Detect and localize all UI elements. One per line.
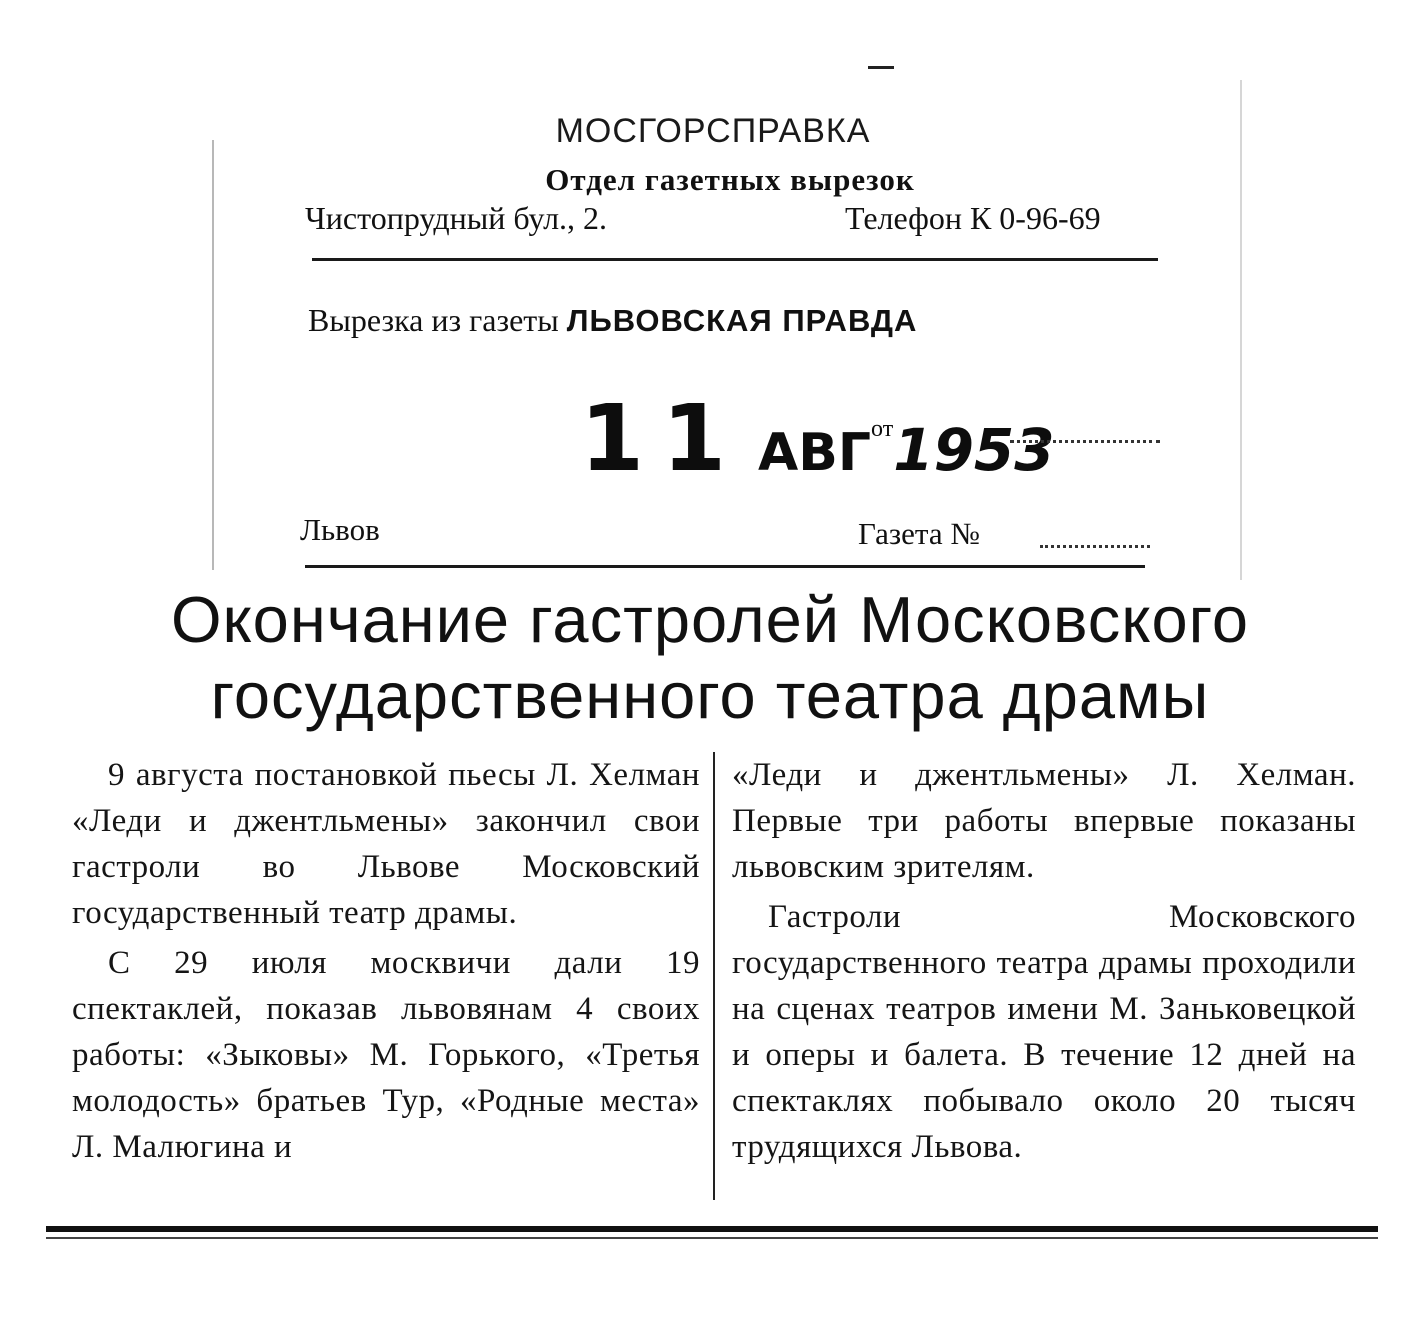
header-divider bbox=[312, 258, 1158, 261]
article-headline bbox=[40, 582, 1380, 734]
article-bottom-rule bbox=[46, 1226, 1378, 1232]
stamp-day: 11 bbox=[580, 385, 745, 492]
form-right-border bbox=[1240, 80, 1242, 580]
left-paragraph-2: С 29 июля москвичи дали 19 спектаклей, показав львовянам 4 своих работы: «Зыковы» М. Горького, «Третья молодость» братьев Тур, «Родные места» Л. Малюгина и bbox=[72, 945, 700, 1165]
newspaper-name: ЛЬВОВСКАЯ ПРАВДА bbox=[566, 303, 918, 338]
issue-label: Газета № bbox=[858, 516, 980, 551]
top-mark bbox=[868, 66, 894, 69]
date-prefix: от bbox=[871, 416, 894, 442]
phone: Телефон К 0-96-69 bbox=[845, 200, 1101, 236]
right-paragraph-2: Гастроли Московского государственного театра драмы проходили на сценах театров имени М. Заньковецкой и оперы и балета. В течение 12 дней на спектаклях побывало около 20 тысяч трудящихся Львова. bbox=[732, 899, 1356, 1165]
article-left-column bbox=[72, 752, 700, 1174]
date-dotted-line bbox=[1010, 440, 1160, 443]
issue-dotted-line bbox=[1040, 545, 1150, 548]
stamp-year: 1953 bbox=[893, 416, 1055, 484]
form-left-border bbox=[212, 140, 214, 570]
right-paragraph-1: «Леди и джентльмены» Л. Хелман. Первые три работы впервые показаны львовским зрителям. bbox=[732, 757, 1356, 885]
department-title: Отдел газетных вырезок bbox=[545, 162, 915, 197]
city: Львов bbox=[300, 512, 380, 547]
form-bottom-divider bbox=[305, 565, 1145, 568]
stamp-month: АВГ bbox=[758, 423, 872, 483]
left-paragraph-1: 9 августа постановкой пьесы Л. Хелман «Леди и джентльмены» закончил свои гастроли во Львове Московский государственный театр драмы. bbox=[72, 757, 700, 931]
headline-line-1: Окончание гастролей Московского bbox=[170, 583, 1250, 656]
clipping-source-prefix: Вырезка из газеты bbox=[308, 302, 559, 338]
article-bottom-rule-thin bbox=[46, 1237, 1378, 1239]
article-right-column bbox=[732, 752, 1356, 1174]
column-divider bbox=[713, 752, 715, 1200]
headline-line-2: государственного театра драмы bbox=[210, 659, 1210, 732]
clipping-source bbox=[308, 302, 917, 339]
address: Чистопрудный бул., 2. bbox=[305, 200, 608, 236]
organization-title: МОСГОРСПРАВКА bbox=[555, 112, 871, 150]
date-stamp bbox=[580, 385, 1055, 492]
